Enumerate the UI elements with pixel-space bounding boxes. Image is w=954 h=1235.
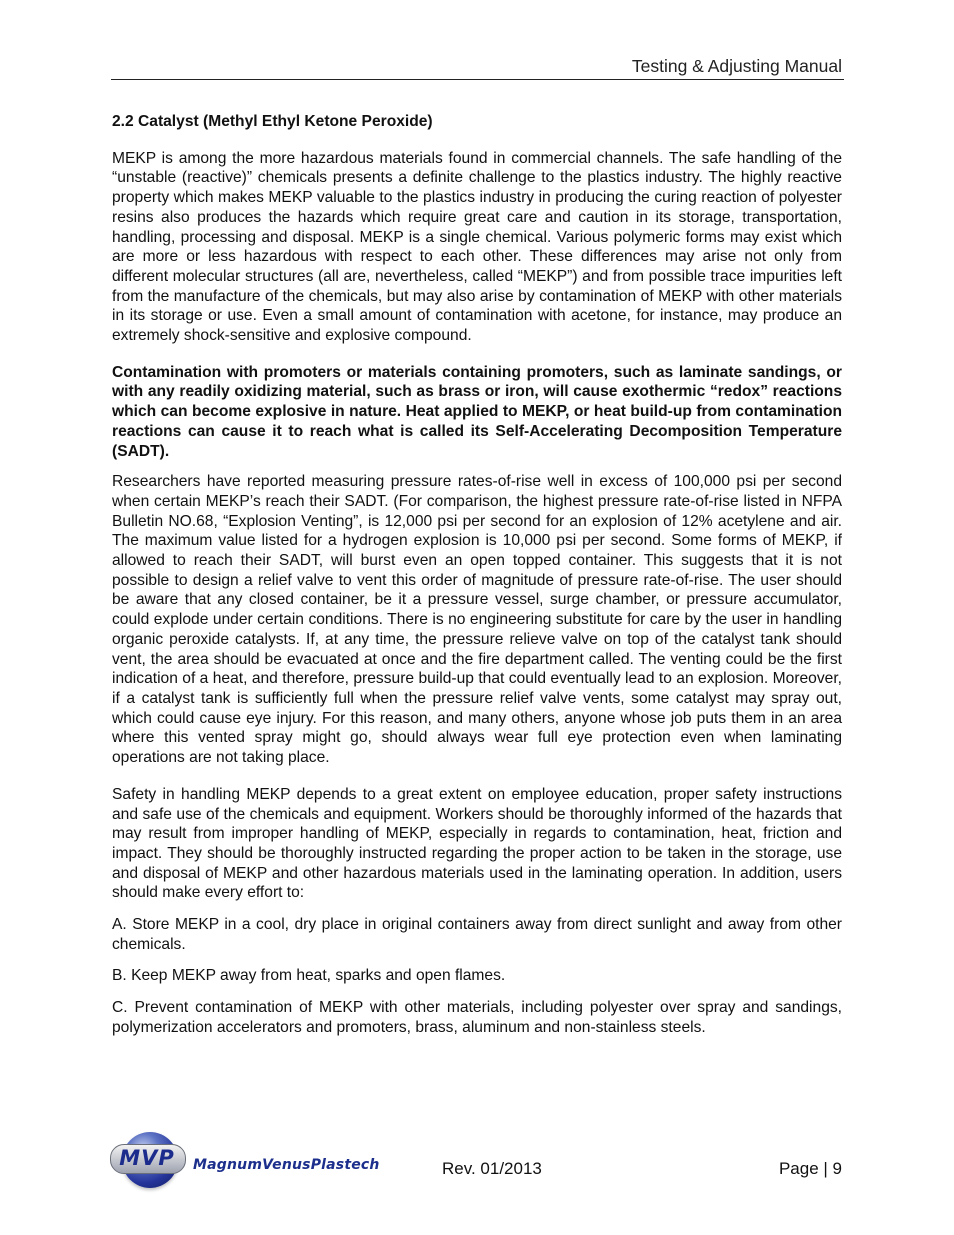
page-number: Page | 9 bbox=[778, 1159, 842, 1178]
paragraph-pressure: Researchers have reported measuring pressure rates-of-rise well in excess of 100,000 psi per second when certain MEKP’s reach their SADT. (For comparison, the highest pressure rate-of-rise listed in NFPA Bulletin NO.68, “Explosion Venting”, is 12,000 psi per second for an explosion of 12% acetylene and air. The maximum value listed for a hydrogen explosion is 10,000 psi per second. Some forms of MEKP, if allowed to reach their SADT, will burst even an open topped container. This suggests that it is not possible to design a relief valve to vent this order of magnitude of pressure rate-of-rise. The user should be aware that any closed container, be it a pressure vessel, surge chamber, or pressure accumulator, could explode under certain conditions. There is no engineering substitute for care by the user in handling organic peroxide catalysts. If, at any time, the pressure relieve valve on top of the catalyst tank should vent, the area should be evacuated at once and the fire department called. The venting could be the first indication of a heat, and therefore, pressure build-up that could eventually lead to an explosion. Moreover, if a catalyst tank is sufficiently full when the pressure relief valve vents, some catalyst may spray out, which could cause eye injury. For this reason, and many others, anyone whose job puts them in an area where this vented spray might go, should always wear full eye protection even when laminating operations are not taking place. bbox=[112, 473, 842, 767]
revision-label: Rev. 01/2013 bbox=[442, 1159, 542, 1178]
logo-mark: MVP bbox=[119, 1146, 175, 1170]
page-body bbox=[112, 112, 842, 1050]
company-logo bbox=[110, 1130, 400, 1192]
page-header bbox=[111, 55, 844, 80]
section-heading: 2.2 Catalyst (Methyl Ethyl Ketone Peroxide) bbox=[112, 113, 433, 130]
paragraph-safety: Safety in handling MEKP depends to a great extent on employee education, proper safety instructions and safe use of the chemicals and equipment. Workers should be thoroughly informed of the hazards that may result from improper handling of MEKP, especially in regards to contamination, heat, friction and impact. They should be thoroughly instructed regarding the proper action to be taken in the storage, use and disposal of MEKP and other hazardous materials used in the laminating operation. In addition, users should make every effort to: bbox=[112, 785, 842, 902]
paragraph-warning-bold: Contamination with promoters or materials containing promoters, such as laminate sandings, or with any readily oxidizing material, such as brass or iron, will cause exothermic “redox” reactions which can become explosive in nature. Heat applied to MEKP, or heat build-up from contamination reactions can cause it to reach what is called its Self-Accelerating Decomposition Temperature (SADT). bbox=[112, 363, 842, 460]
list-item-store: A. Store MEKP in a cool, dry place in original containers away from direct sunlight and away from other chemicals. bbox=[112, 916, 842, 953]
list-item-contamination: C. Prevent contamination of MEKP with other materials, including polyester over spray and sandings, polymerization accelerators and promoters, brass, aluminum and non-stainless steels. bbox=[112, 999, 842, 1036]
list-item-heat: B. Keep MEKP away from heat, sparks and open flames. bbox=[112, 967, 506, 985]
logo-company-name: MagnumVenusPlastech bbox=[193, 1157, 380, 1173]
paragraph-intro: MEKP is among the more hazardous materials found in commercial channels. The safe handling of the “unstable (reactive)” chemicals presents a definite challenge to the plastics industry. The highly reactive property which makes MEKP valuable to the plastics industry in producing the curing reaction of polyester resins also produces the hazards which require great care and caution in its storage, transportation, handling, processing and disposal. MEKP is a single chemical. Various polymeric forms may exist which are more or less hazardous with respect to each other. These differences may arise not only from different molecular structures (all are, nevertheless, called “MEKP”) and from possible trace impurities left from the manufacture of the chemicals, but may also arise by contamination of MEKP with other materials in its storage or use. Even a small amount of contamination with acetone, for instance, may produce an extremely shock-sensitive and explosive compound. bbox=[112, 149, 842, 345]
page-footer bbox=[110, 1130, 844, 1192]
manual-title: Testing & Adjusting Manual bbox=[631, 56, 842, 76]
